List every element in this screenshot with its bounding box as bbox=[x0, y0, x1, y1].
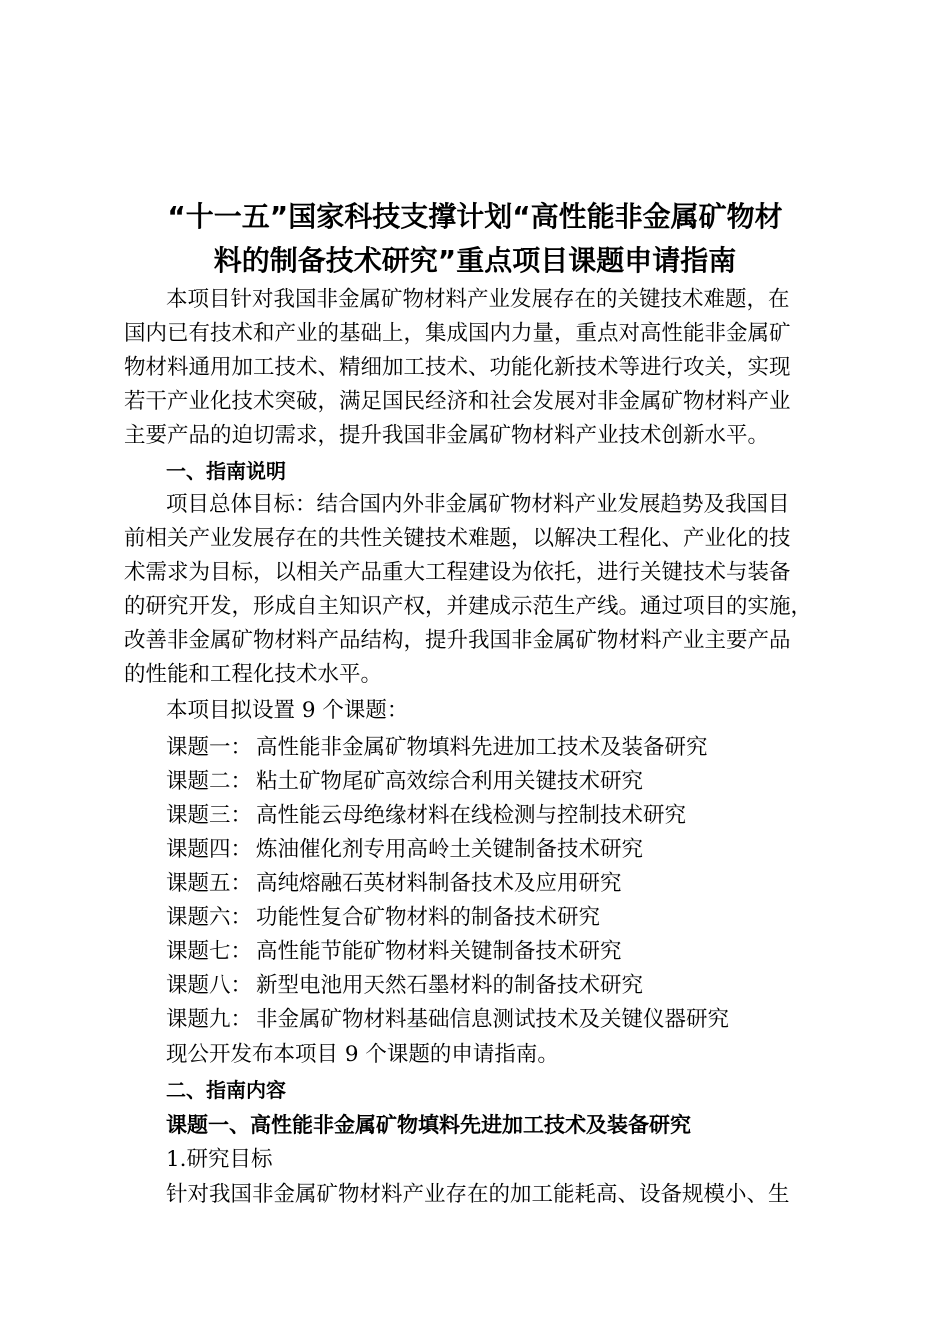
topic-label: 课题三： bbox=[166, 803, 253, 828]
intro-paragraph-line: 若干产业化技术突破，满足国民经济和社会发展对非金属矿物材料产业 bbox=[124, 389, 791, 414]
goal-paragraph-line: 的性能和工程化技术水平。 bbox=[124, 662, 383, 687]
document-title-line-1: “十一五”国家科技支撑计划“高性能非金属矿物材 bbox=[167, 200, 783, 233]
goal-paragraph-line: 项目总体目标：结合国内外非金属矿物材料产业发展趋势及我国目 bbox=[166, 492, 790, 517]
topic-item bbox=[166, 971, 643, 1001]
topic-item bbox=[166, 869, 622, 899]
intro-paragraph-line: 国内已有技术和产业的基础上，集成国内力量，重点对高性能非金属矿 bbox=[124, 321, 791, 346]
topic-label: 课题二： bbox=[166, 769, 253, 794]
goal-paragraph-line: 改善非金属矿物材料产品结构，提升我国非金属矿物材料产业主要产品 bbox=[124, 628, 791, 653]
topic-name: 高性能节能矿物材料关键制备技术研究 bbox=[256, 939, 622, 964]
topic-name: 高纯熔融石英材料制备技术及应用研究 bbox=[256, 871, 622, 896]
subsection-research-goal: 1.研究目标 bbox=[166, 1147, 273, 1172]
topic-label: 课题五： bbox=[166, 871, 253, 896]
goal-paragraph-line: 的研究开发，形成自主知识产权，并建成示范生产线。通过项目的实施， bbox=[124, 594, 813, 619]
topic-item bbox=[166, 767, 643, 797]
topic-item bbox=[166, 733, 708, 763]
section-heading-guide-content: 二、指南内容 bbox=[166, 1078, 286, 1102]
topic-label: 课题一： bbox=[166, 735, 253, 760]
topic-name: 功能性复合矿物材料的制备技术研究 bbox=[256, 905, 601, 930]
body-text-line: 针对我国非金属矿物材料产业存在的加工能耗高、设备规模小、生 bbox=[166, 1182, 790, 1207]
topic-label: 课题七： bbox=[166, 939, 253, 964]
topic-label: 课题九： bbox=[166, 1007, 253, 1032]
topic-item bbox=[166, 937, 622, 967]
announce-line: 现公开发布本项目 9 个课题的申请指南。 bbox=[166, 1042, 559, 1067]
intro-paragraph-line: 主要产品的迫切需求，提升我国非金属矿物材料产业技术创新水平。 bbox=[124, 423, 770, 448]
document-title-line-2: 料的制备技术研究”重点项目课题申请指南 bbox=[213, 244, 737, 277]
topic-item bbox=[166, 903, 600, 933]
goal-paragraph-line: 前相关产业发展存在的共性关键技术难题，以解决工程化、产业化的技 bbox=[124, 526, 791, 551]
topic-label: 课题八： bbox=[166, 973, 253, 998]
topic-item bbox=[166, 801, 686, 831]
topics-intro: 本项目拟设置 9 个课题： bbox=[166, 698, 409, 723]
topic1-heading: 课题一、高性能非金属矿物填料先进加工技术及装备研究 bbox=[166, 1112, 691, 1137]
topic-item bbox=[166, 1005, 729, 1035]
topic-name: 非金属矿物材料基础信息测试技术及关键仪器研究 bbox=[256, 1007, 730, 1032]
goal-paragraph-line: 术需求为目标，以相关产品重大工程建设为依托，进行关键技术与装备 bbox=[124, 560, 791, 585]
topic-item bbox=[166, 835, 643, 865]
topic-label: 课题四： bbox=[166, 837, 253, 862]
section-heading-guide-description: 一、指南说明 bbox=[166, 459, 286, 483]
topic-name: 高性能云母绝缘材料在线检测与控制技术研究 bbox=[256, 803, 687, 828]
topic-name: 粘土矿物尾矿高效综合利用关键技术研究 bbox=[256, 769, 644, 794]
topic-label: 课题六： bbox=[166, 905, 253, 930]
topic-name: 高性能非金属矿物填料先进加工技术及装备研究 bbox=[256, 735, 708, 760]
topic-name: 炼油催化剂专用高岭土关键制备技术研究 bbox=[256, 837, 644, 862]
intro-paragraph-line: 本项目针对我国非金属矿物材料产业发展存在的关键技术难题，在 bbox=[166, 287, 790, 312]
topic-name: 新型电池用天然石墨材料的制备技术研究 bbox=[256, 973, 644, 998]
intro-paragraph-line: 物材料通用加工技术、精细加工技术、功能化新技术等进行攻关，实现 bbox=[124, 355, 791, 380]
